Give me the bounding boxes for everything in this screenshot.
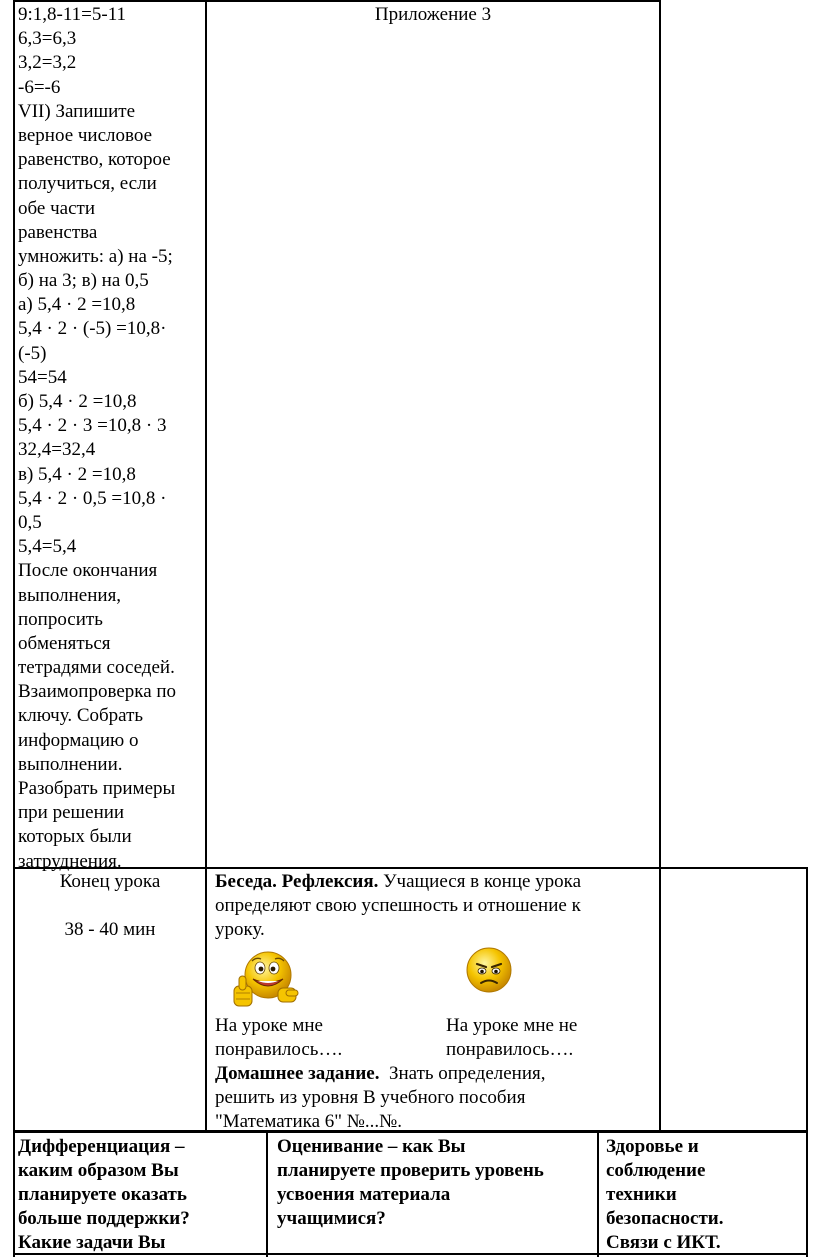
task-line: (-5): [18, 342, 47, 364]
task-line: затруднения.: [18, 850, 122, 872]
homework-heading: Домашнее задание.: [215, 1063, 380, 1084]
task-line: б) 5,4 · 2 =10,8: [18, 391, 137, 412]
task-line: 9:1,8-11=5-11: [18, 4, 126, 25]
end-row-left-border: [13, 867, 15, 1131]
task-line: VII) Запишите: [18, 100, 136, 122]
task-line: ключу. Собрать: [18, 705, 144, 727]
disliked-line-1: На уроке мне не: [446, 1015, 578, 1036]
task-line: б) на 3; в) на 0,5: [18, 270, 149, 292]
bottom-table-div2: [597, 1131, 599, 1257]
differentiation-cell: Дифференциация – каким образом Вы планируете оказать больше поддержки? Какие задачи Вы: [18, 1136, 190, 1253]
task-text-cell: [18, 3, 204, 874]
reflection-line-3: уроку.: [215, 919, 265, 940]
frowning-smiley-icon: [465, 946, 513, 994]
homework-text: Знать определения,: [379, 1063, 546, 1084]
task-line: равенства: [18, 221, 98, 243]
homework-line-3: "Математика 6" №...№.: [215, 1111, 403, 1132]
task-line: умножить: а) на -5;: [18, 245, 173, 267]
liked-line-1: На уроке мне: [215, 1015, 323, 1036]
task-line: в) 5,4 · 2 =10,8: [18, 463, 136, 485]
task-line: выполнения,: [18, 584, 122, 606]
reflection-line-2: определяют свою успешность и отношение к: [215, 895, 581, 916]
task-line: 5,4 · 2 · 0,5 =10,8 ·: [18, 487, 167, 509]
task-line: обе части: [18, 197, 95, 219]
bottom-table-right-border: [806, 1131, 808, 1257]
task-line: 5,4 · 2 · (-5) =10,8·: [18, 318, 167, 340]
task-line: 32,4=32,4: [18, 439, 96, 461]
reflection-heading: Беседа. Рефлексия.: [215, 871, 379, 892]
task-line: обменяться: [18, 632, 111, 654]
task-line: Взаимопроверка по: [18, 681, 177, 703]
top-table-top-border: [13, 0, 661, 2]
task-line: получиться, если: [18, 173, 157, 195]
end-row-right-border: [806, 867, 808, 1131]
reflection-line-1: [215, 870, 659, 894]
homework-line-2: решить из уровня В учебного пособия: [215, 1087, 526, 1108]
assessment-cell: Оценивание – как Вы планируете проверить уровень усвоения материала учащимися?: [277, 1136, 544, 1229]
task-line: а) 5,4 · 2 =10,8: [18, 294, 136, 316]
bottom-table-left-border: [13, 1131, 15, 1257]
lesson-stage-label: Конец урока: [59, 871, 161, 892]
task-line: выполнении.: [18, 753, 123, 775]
task-line: равенство, которое: [18, 149, 171, 171]
task-line: которых были: [18, 826, 132, 848]
reflection-text: Учащиеся в конце урока: [378, 871, 582, 892]
task-line: Разобрать примеры: [18, 778, 176, 799]
top-table-right-border: [659, 0, 661, 1131]
task-line: После окончания: [18, 560, 158, 582]
disliked-line-2: понравилось….: [446, 1039, 574, 1060]
appendix-label: Приложение 3: [374, 4, 492, 25]
task-line: информацию о: [18, 729, 139, 751]
thumbs-up-smiley-icon: [228, 948, 300, 1010]
task-line: попросить: [18, 608, 103, 630]
task-line: тетрадями соседей.: [18, 657, 175, 679]
lesson-time-label: 38 - 40 мин: [64, 919, 156, 940]
task-line: 5,4 · 2 · 3 =10,8 · 3: [18, 415, 167, 437]
homework-line-1: [215, 1062, 546, 1086]
task-line: верное числовое: [18, 124, 153, 146]
task-line: -6=-6: [18, 76, 61, 98]
task-line: при решении: [18, 802, 125, 824]
liked-line-2: понравилось….: [215, 1039, 343, 1060]
bottom-table-div1: [266, 1131, 268, 1257]
task-line: 5,4=5,4: [18, 536, 77, 558]
task-line: 6,3=6,3: [18, 28, 77, 50]
task-line: 54=54: [18, 366, 67, 388]
top-table-left-border: [13, 0, 15, 868]
bottom-table-top-border: [13, 1131, 808, 1133]
task-line: 0,5: [18, 511, 42, 533]
top-table-mid-border: [205, 0, 207, 1131]
task-line: 3,2=3,2: [18, 52, 77, 74]
health-safety-cell: Здоровье и соблюдение техники безопасности. Связи с ИКТ.: [606, 1136, 724, 1253]
